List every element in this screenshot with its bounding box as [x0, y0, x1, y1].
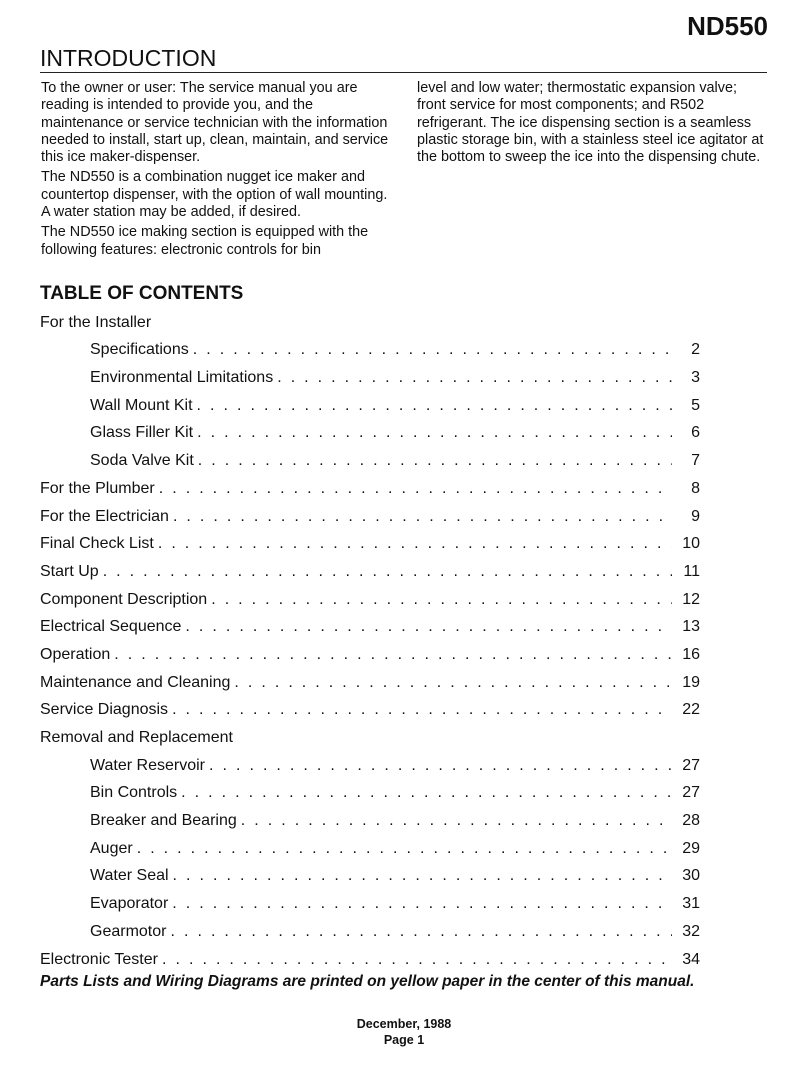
- toc-entry-label: Evaporator: [90, 895, 169, 913]
- toc-entry-label: Breaker and Bearing: [90, 812, 237, 830]
- dot-leader: [173, 507, 672, 527]
- toc-entry-gearmotor: [40, 914, 700, 942]
- toc-entry-label: Bin Controls: [90, 784, 178, 802]
- intro-paragraph: level and low water; thermostatic expansion valve; front service for most components; and R502 refrigerant. The ice dispensing section is a seamless plastic storage bin, with a stainless steel ice agitator at the bottom to sweep the ice into the dispensing chute.: [417, 80, 764, 166]
- dot-leader: [114, 645, 672, 665]
- intro-paragraph: The ND550 is a combination nugget ice maker and countertop dispenser, with the option of wall mounting. A water station may be added, if desired.: [41, 169, 388, 221]
- dot-leader: [170, 922, 672, 942]
- toc-entry-label: Electrical Sequence: [40, 618, 182, 636]
- toc-page-number: 6: [691, 424, 700, 442]
- toc-entry-soda-valve-kit: [40, 443, 700, 471]
- toc-entry-for-the-electrician: [40, 499, 700, 527]
- dot-leader: [158, 534, 672, 554]
- toc-entry-component-description: [40, 582, 700, 610]
- toc-page-number: 12: [682, 590, 700, 608]
- toc-entry-label: Service Diagnosis: [40, 701, 169, 719]
- toc-entry-label: Auger: [90, 839, 133, 857]
- toc-entry-wall-mount-kit: [40, 388, 700, 416]
- intro-paragraph: The ND550 ice making section is equipped with the following features: electronic controls for bin: [41, 224, 369, 258]
- dot-leader: [137, 839, 672, 859]
- dot-leader: [193, 340, 672, 360]
- toc-page-number: 27: [682, 784, 700, 802]
- toc-entry-glass-filler-kit: [40, 416, 700, 444]
- dot-leader: [159, 479, 672, 499]
- toc-entry-water-seal: [40, 859, 700, 887]
- toc-entry-specifications: [40, 333, 700, 361]
- dot-leader: [162, 950, 672, 970]
- toc-entry-electronic-tester: [40, 942, 700, 970]
- toc-page-number: 9: [691, 507, 700, 525]
- footer-date: December, 1988: [356, 1017, 452, 1031]
- toc-entry-label: Final Check List: [40, 535, 154, 553]
- toc-page-number: 5: [691, 396, 700, 414]
- toc-entry-operation: [40, 637, 700, 665]
- table-of-contents: [40, 305, 700, 970]
- model-number: ND550: [687, 11, 768, 41]
- toc-group-removal-and-replacement: [40, 720, 700, 748]
- toc-page-number: 11: [683, 562, 700, 580]
- dot-leader: [185, 617, 672, 637]
- dot-leader: [173, 866, 672, 886]
- toc-page-number: 3: [691, 369, 700, 387]
- introduction-heading: INTRODUCTION: [40, 46, 767, 73]
- toc-entry-electrical-sequence: [40, 610, 700, 638]
- toc-page-number: 30: [682, 867, 700, 885]
- toc-entry-label: For the Electrician: [40, 507, 169, 525]
- toc-page-number: 10: [682, 535, 700, 553]
- page-footer: [0, 1016, 808, 1048]
- toc-entry-label: Start Up: [40, 562, 99, 580]
- toc-entry-label: Water Seal: [90, 867, 169, 885]
- toc-entry-label: Electronic Tester: [40, 950, 158, 968]
- dot-leader: [103, 562, 672, 582]
- toc-page-number: 29: [682, 839, 700, 857]
- toc-page-number: 16: [682, 645, 700, 663]
- toc-group-label: Removal and Replacement: [40, 729, 233, 746]
- intro-left-column: [41, 80, 393, 262]
- dot-leader: [181, 783, 672, 803]
- toc-entry-for-the-plumber: [40, 471, 700, 499]
- dot-leader: [198, 451, 672, 471]
- footer-page-number: Page 1: [383, 1033, 425, 1047]
- toc-entry-start-up: [40, 554, 700, 582]
- toc-page-number: 8: [691, 479, 700, 497]
- toc-page-number: 34: [682, 950, 700, 968]
- intro-paragraph: To the owner or user: The service manual you are reading is intended to provide you, and the maintenance or service technician with the information needed to install, start up, clean, maintain, and service this ice maker-dispenser.: [41, 80, 389, 166]
- toc-page-number: 19: [682, 673, 700, 691]
- toc-entry-label: Wall Mount Kit: [90, 396, 193, 414]
- toc-entry-evaporator: [40, 886, 700, 914]
- toc-entry-label: Water Reservoir: [90, 756, 205, 774]
- toc-entry-final-check-list: [40, 527, 700, 555]
- toc-entry-label: For the Plumber: [40, 479, 155, 497]
- toc-entry-label: Soda Valve Kit: [90, 452, 194, 470]
- dot-leader: [211, 590, 672, 610]
- dot-leader: [172, 700, 672, 720]
- toc-entry-auger: [40, 831, 700, 859]
- toc-entry-label: Environmental Limitations: [90, 369, 274, 387]
- toc-page-number: 28: [682, 812, 700, 830]
- toc-heading: TABLE OF CONTENTS: [40, 283, 244, 304]
- toc-page-number: 13: [682, 618, 700, 636]
- toc-entry-label: Maintenance and Cleaning: [40, 673, 231, 691]
- toc-entry-water-reservoir: [40, 748, 700, 776]
- toc-entry-breaker-and-bearing: [40, 803, 700, 831]
- toc-page-number: 22: [682, 701, 700, 719]
- toc-entry-environmental-limitations: [40, 360, 700, 388]
- dot-leader: [234, 673, 672, 693]
- intro-right-column: [417, 80, 769, 262]
- toc-page-number: 31: [682, 895, 700, 913]
- toc-page-number: 2: [691, 341, 700, 359]
- dot-leader: [172, 894, 672, 914]
- parts-lists-note: Parts Lists and Wiring Diagrams are printed on yellow paper in the center of this manual.: [40, 973, 695, 990]
- dot-leader: [209, 756, 672, 776]
- dot-leader: [241, 811, 672, 831]
- dot-leader: [277, 368, 672, 388]
- toc-entry-label: Operation: [40, 645, 111, 663]
- toc-page-number: 7: [691, 452, 700, 470]
- dot-leader: [197, 396, 672, 416]
- toc-entry-label: Specifications: [90, 341, 189, 359]
- toc-group-for-the-installer: [40, 305, 700, 333]
- toc-page-number: 32: [682, 922, 700, 940]
- dot-leader: [197, 423, 672, 443]
- toc-entry-service-diagnosis: [40, 693, 700, 721]
- toc-entry-label: Glass Filler Kit: [90, 424, 194, 442]
- toc-page-number: 27: [682, 756, 700, 774]
- toc-entry-maintenance-and-cleaning: [40, 665, 700, 693]
- toc-group-label: For the Installer: [40, 313, 152, 331]
- toc-entry-bin-controls: [40, 776, 700, 804]
- toc-entry-label: Component Description: [40, 590, 208, 608]
- introduction-body: [41, 80, 769, 262]
- toc-entry-label: Gearmotor: [90, 922, 167, 940]
